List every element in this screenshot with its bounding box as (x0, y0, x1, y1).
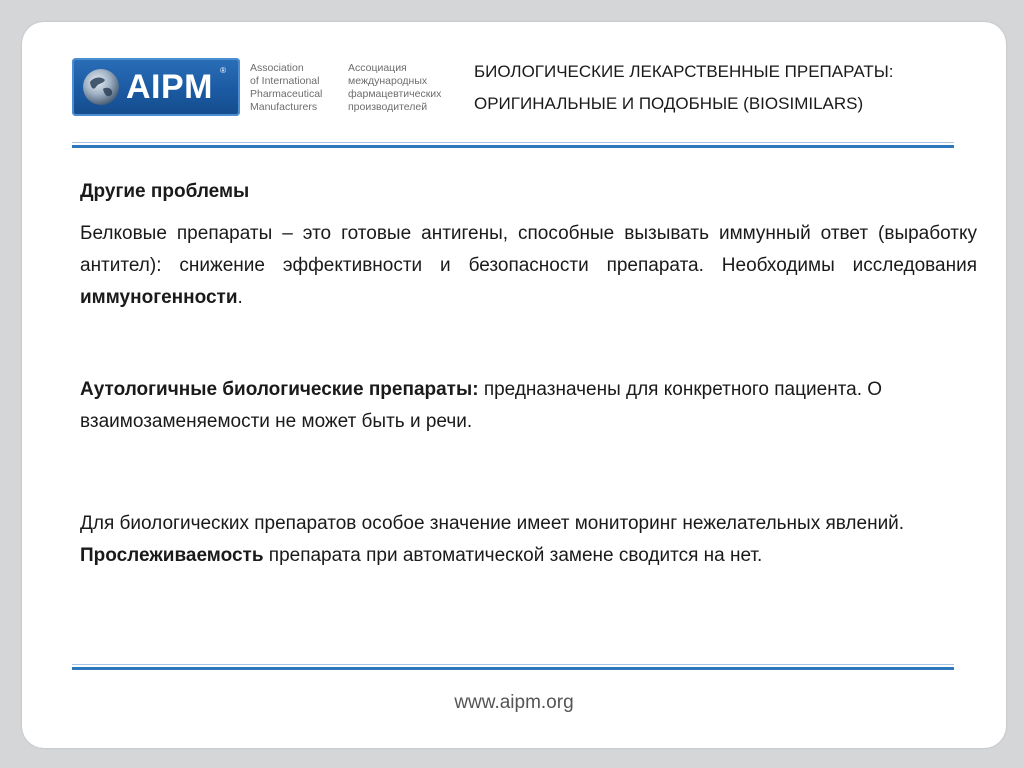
slide-content (80, 176, 977, 572)
association-name-ru: Ассоциация международных фармацевтических производителей (348, 62, 442, 113)
footer-url: www.aipm.org (454, 692, 574, 713)
paragraph-text: предназначены для конкретного пациента. О взаимозаменяемости не может быть и речи. (80, 379, 883, 432)
header-divider (72, 142, 954, 148)
paragraph-end: . (237, 287, 243, 308)
paragraph-immunogenicity (80, 218, 977, 314)
footer-divider (72, 664, 954, 670)
slide-title-line2: ОРИГИНАЛЬНЫЕ И ПОДОБНЫЕ (BIOSIMILARS) (474, 94, 864, 113)
paragraph-text: Белковые препараты – это готовые антигены, способные вызывать иммунный ответ (выработку антител): снижение эффективности и безопасности препарата. Необходимы исследования (80, 223, 977, 276)
slide-title (474, 56, 994, 120)
slide (22, 22, 1006, 748)
slide-title-line1: БИОЛОГИЧЕСКИЕ ЛЕКАРСТВЕННЫЕ ПРЕПАРАТЫ: (474, 62, 894, 81)
paragraph-traceability (80, 508, 977, 572)
emphasis-traceability: Прослеживаемость (80, 545, 264, 566)
section-heading: Другие проблемы (80, 181, 250, 202)
globe-icon (81, 67, 121, 107)
emphasis-autologous: Аутологичные биологические препараты: (80, 379, 479, 400)
association-name-en: Association of International Pharmaceutical Manufacturers (250, 62, 323, 113)
logo-wordmark: AIPM (126, 68, 213, 106)
emphasis-immunogenicity: иммуногенности (80, 287, 238, 308)
aipm-logo (72, 58, 240, 116)
paragraph-text: препарата при автоматической замене сводится на нет. (263, 545, 763, 566)
paragraph-autologous (80, 374, 977, 438)
registered-mark: ® (220, 66, 226, 75)
paragraph-text: Для биологических препаратов особое значение имеет мониторинг нежелательных явлений. (80, 513, 905, 534)
